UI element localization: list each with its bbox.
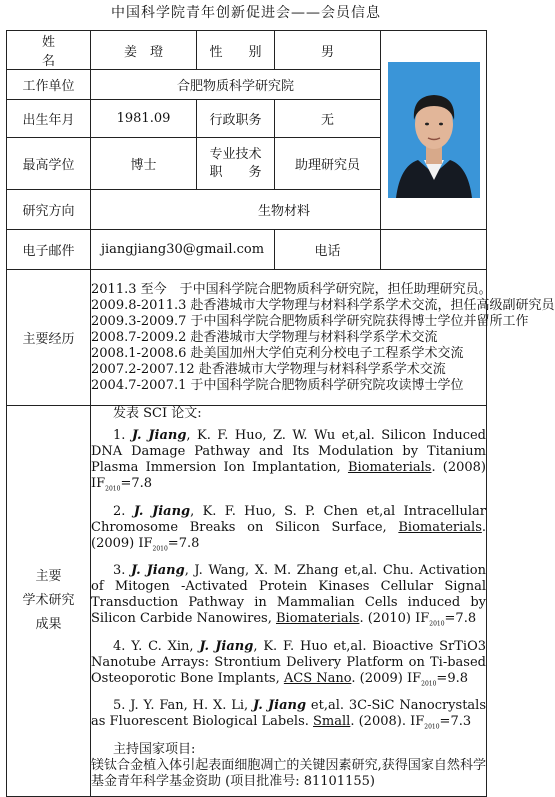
- project-item: 镁钛合金植入体引起表面细胞凋亡的关键因素研究,获得国家自然科学基金青年科学基金资助 (项目批准号: 81101155): [91, 757, 486, 789]
- photo-cell: [381, 31, 487, 230]
- name-value: 姜 璒: [91, 31, 197, 70]
- research-field-label: 研究方向: [7, 190, 91, 230]
- unit-label: 工作单位: [7, 70, 91, 100]
- experience-label: 主要经历: [7, 270, 91, 406]
- research-field-value: 生物材料: [91, 190, 381, 230]
- member-info-table: [6, 30, 555, 797]
- publication-item: 5. J. Y. Fan, H. X. Li, J. Jiang et,al. 3C-SiC Nanocrystals as Fluorescent Biological Labels. Small. (2008). $IF_{2010}=7.3$: [91, 698, 487, 731]
- publication-item: 4. Y. C. Xin, J. Jiang, K. F. Huo et,al. Bioactive SrTiO3 Nanotube Arrays: Strontium Delivery Platform on Ti-based Osteoporotic Bone Implants, ACS Nano. (2009) $IF_{2010}=9.8$: [91, 638, 487, 688]
- unit-value: 合肥物质科学研究院: [91, 70, 381, 100]
- experience-item: 2004.7-2007.1 于中国科学院合肥物质科学研究院攻读博士学位: [91, 377, 464, 393]
- publication-item: 1. J. Jiang, K. F. Huo, Z. W. Wu et,al. Silicon Induced DNA Damage Pathway and Its Modulation by Titanium Plasma Immersion Ion Implantation, Biomaterials. (2008) $IF_{2010}=7.8$: [91, 428, 486, 493]
- gender-value: 男: [275, 31, 381, 70]
- admin-post-label: 行政职务: [197, 100, 275, 138]
- tech-title-label: 专业技术 职 务: [197, 138, 275, 190]
- sci-intro: 发表 SCI 论文:: [113, 406, 202, 421]
- experience-item: 2011.3 至今 于中国科学院合肥物质科学研究院，担任助理研究员。: [91, 281, 492, 297]
- experience-item: 2009.8-2011.3 赴香港城市大学物理与材料科学系学术交流，担任高级副研究员: [91, 297, 555, 313]
- page-title: 中国科学院青年创新促进会——会员信息: [111, 5, 381, 21]
- experience-item: 2008.1-2008.6 赴美国加州大学伯克利分校电子工程系学术交流: [91, 345, 464, 361]
- degree-label: 最高学位: [7, 138, 91, 190]
- degree-value: 博士: [91, 138, 197, 190]
- tech-title-value: 助理研究员: [275, 138, 381, 190]
- name-label: 姓 名: [7, 31, 91, 70]
- publication-item: 3. J. Jiang, J. Wang, X. M. Zhang et,al. Chu. Activation of Mitogen -Activated Protein Kinases Cellular Signal Transduction Pathway in Mammalian Cells induced by Silicon Carbide Nanowires, Biomaterials. (2010) $IF_{2010}=7.8$: [91, 563, 486, 628]
- member-photo: [388, 62, 480, 198]
- birth-value: 1981.09: [91, 100, 197, 138]
- email-value: jiangjiang30@gmail.com: [91, 230, 275, 270]
- birth-label: 出生年月: [7, 100, 91, 138]
- experience-item: 2009.3-2009.7 于中国科学院合肥物质科学研究院获得博士学位并留所工作: [91, 313, 529, 329]
- experience-item: 2007.2-2007.12 赴香港城市大学物理与材料科学系学术交流: [91, 361, 446, 377]
- email-label: 电子邮件: [7, 230, 91, 270]
- publication-item: 2. J. Jiang, K. F. Huo, S. P. Chen et,al Intracellular Chromosome Breaks on Silicon Surface, Biomaterials.(2009) $IF_{2010}=7.8$: [91, 503, 486, 553]
- phone-label: 电话: [275, 230, 381, 270]
- experience-item: 2008.7-2009.2 赴香港城市大学物理与材料科学系学术交流: [91, 329, 438, 345]
- achievements-content: [91, 406, 487, 797]
- admin-post-value: 无: [275, 100, 381, 138]
- gender-label: 性 别: [197, 31, 275, 70]
- achievements-label: 主要 学术研究 成果: [7, 406, 91, 797]
- experience-list: [91, 270, 555, 406]
- phone-value: [381, 230, 487, 270]
- projects-label: 主持国家项目:: [113, 741, 196, 757]
